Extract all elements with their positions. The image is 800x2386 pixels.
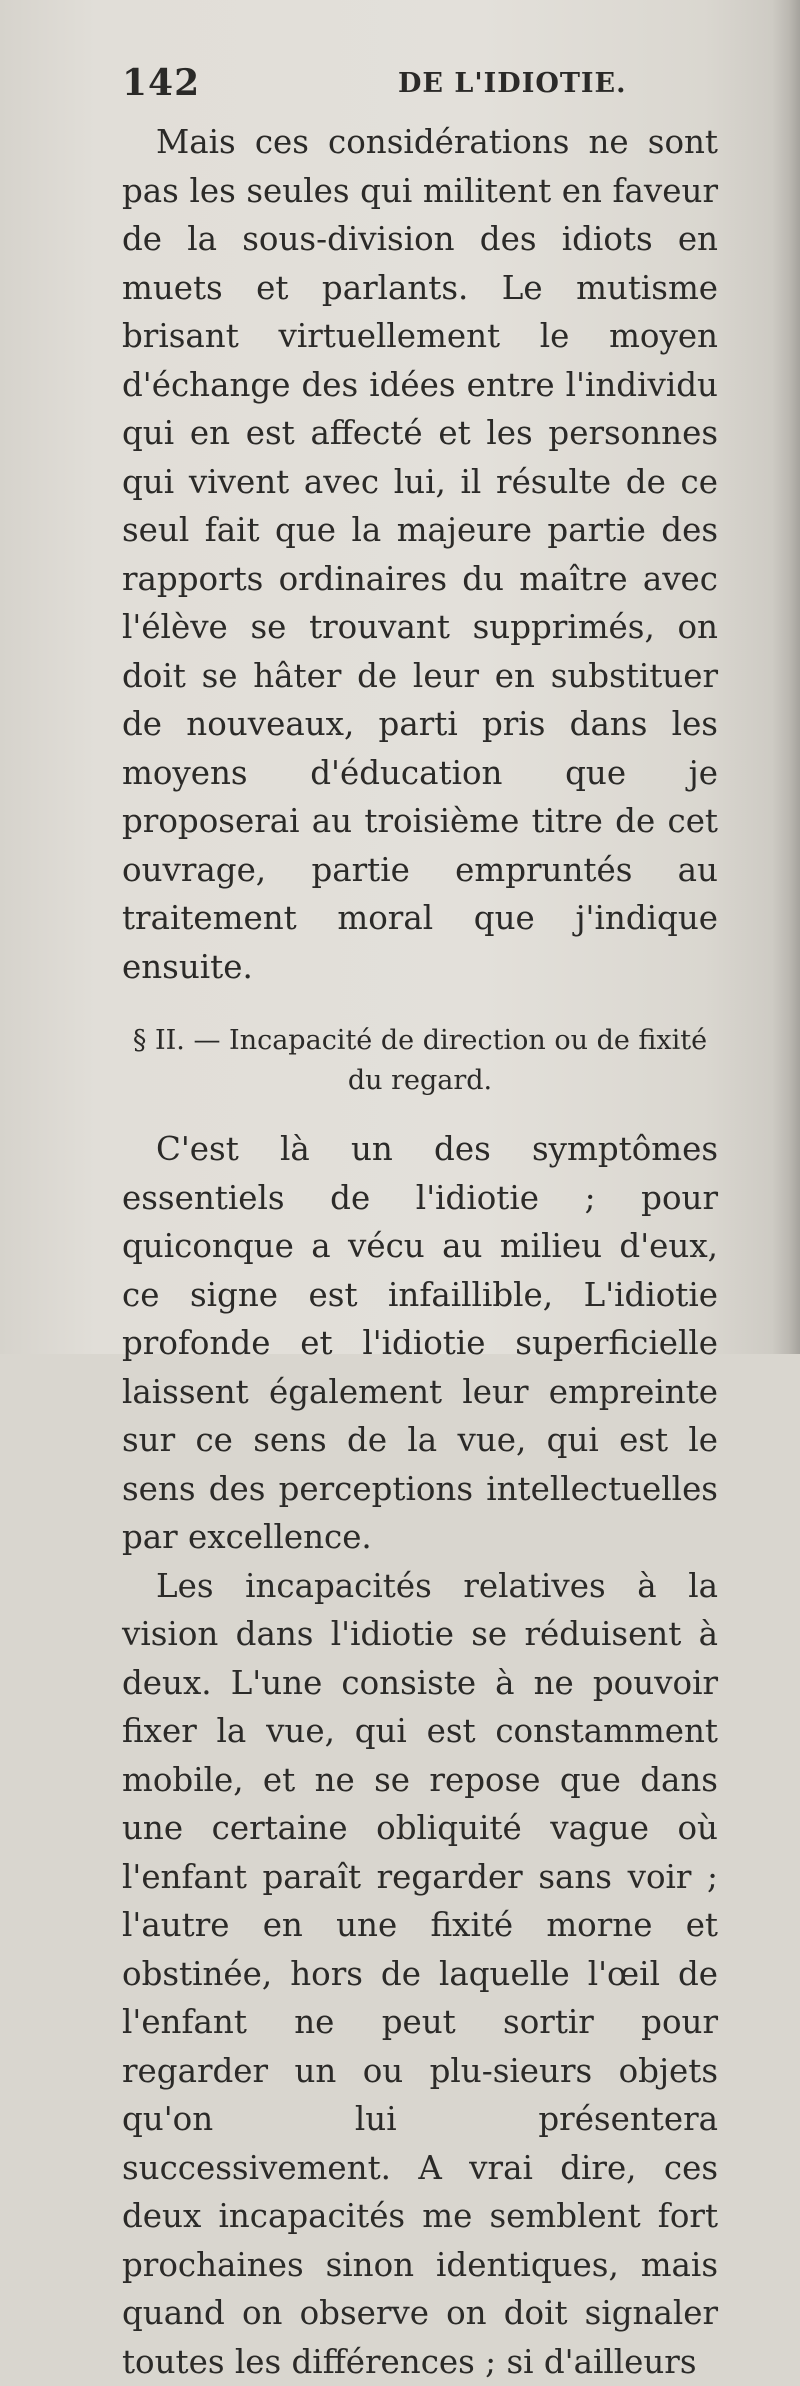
section-heading-text: § II. — Incapacité de direction ou de fixité du regard.: [133, 1025, 707, 1096]
running-head: DE L'IDIOTIE.: [398, 68, 627, 99]
page-body: [122, 118, 718, 2386]
paragraph-3: Les incapacités relatives à la vision dans l'idiotie se réduisent à deux. L'une consiste à ne pouvoir fixer la vue, qui est constamment mobile, et ne se repose que dans une certaine obliquité vague où l'enfant paraît regarder sans voir ; l'autre en une fixité morne et obstinée, hors de laquelle l'œil de l'enfant ne peut sortir pour regarder un ou plu-sieurs objets qu'on lui présentera successivement. A vrai dire, ces deux incapacités me semblent fort prochaines sinon identiques, mais quand on observe on doit signaler toutes les différences ; si d'ailleurs: [122, 1562, 718, 2386]
paragraph-2: C'est là un des symptômes essentiels de l'idiotie ; pour quiconque a vécu au milieu d'eux, ce signe est infaillible, L'idiotie profonde et l'idiotie superficielle laissent également leur empreinte sur ce sens de la vue, qui est le sens des perceptions intellectuelles par excellence.: [122, 1125, 718, 1562]
page-number: 142: [122, 62, 200, 104]
section-heading: [122, 1021, 718, 1101]
paragraph-1: Mais ces considérations ne sont pas les seules qui militent en faveur de la sous-division des idiots en muets et parlants. Le mutisme brisant virtuellement le moyen d'échange des idées entre l'individu qui en est affecté et les personnes qui vivent avec lui, il résulte de ce seul fait que la majeure partie des rapports ordinaires du maître avec l'élève se trouvant supprimés, on doit se hâter de leur en substituer de nouveaux, parti pris dans les moyens d'éducation que je proposerai au troisième titre de cet ouvrage, partie empruntés au traitement moral que j'indique ensuite.: [122, 118, 718, 991]
page-gutter-shadow: [772, 0, 800, 1354]
page-header: [122, 62, 702, 110]
